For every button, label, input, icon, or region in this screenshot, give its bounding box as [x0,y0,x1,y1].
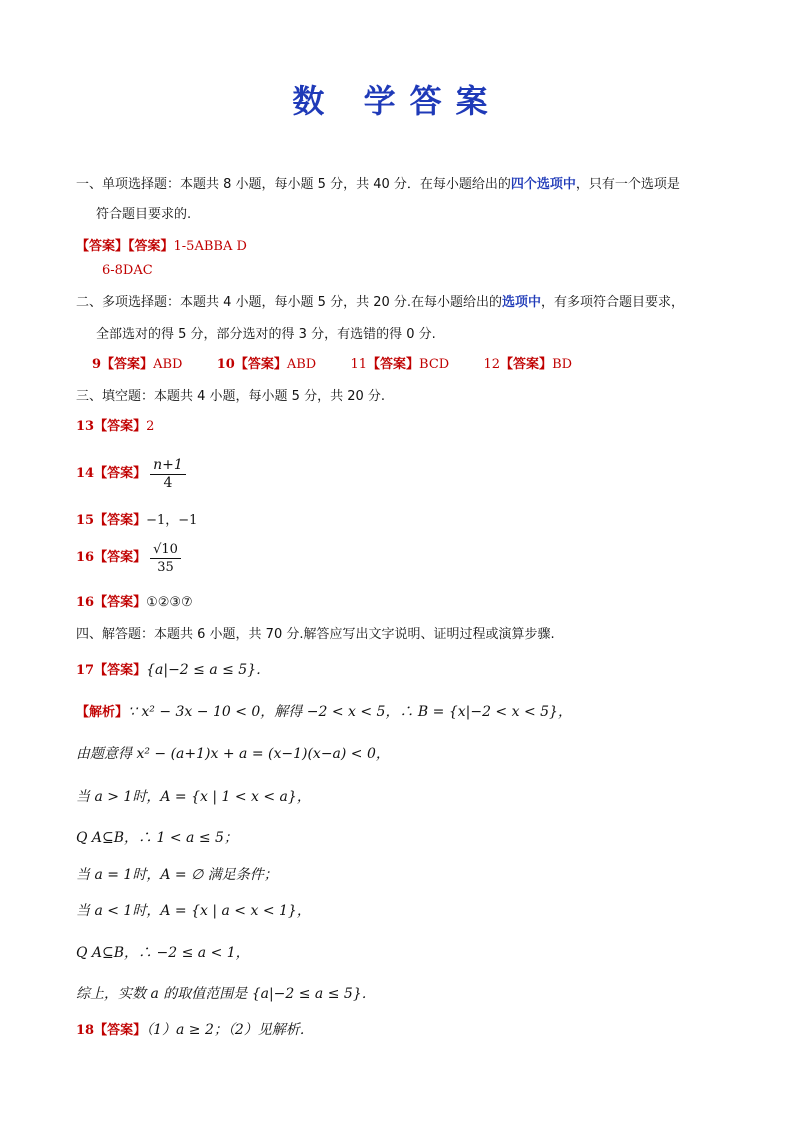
q17-answer: 17【答案】{a|−2 ≤ a ≤ 5}． [76,662,271,678]
section-2-heading [76,294,684,312]
section-1-heading [76,176,680,194]
q17-analysis-line-5: 当 a = 1时，A = ∅ 满足条件； [76,867,278,883]
section-2-heading-part-a: 二、多项选择题：本题共 4 小题，每小题 5 分，共 20 分.在每小题给出的 [76,295,503,310]
section-2-answers [92,356,572,374]
section-4-heading: 四、解答题：本题共 6 小题，共 70 分.解答应写出文字说明、证明过程或演算步骤. [76,627,555,642]
q17-analysis-line-6: 当 a < 1时，A = {x | a < x < 1}， [76,903,311,919]
q16-answer: 16【答案】 $\frac{√10}{35}$ [76,540,181,577]
fraction: $\frac{n+1}{4}$ [150,457,186,492]
page-title: 数 学答案 [292,82,502,120]
answer-10: 10【答案】ABD [216,357,317,372]
answer-12: 12【答案】BD [483,357,573,372]
section-2-heading-part-b: 选项中 [502,295,542,310]
q17-analysis-line-8: 综上，实数 a 的取值范围是 {a|−2 ≤ a ≤ 5}． [76,986,376,1002]
section-2-heading-part-c: ，有多项符合题目要求， [541,295,685,310]
answer-9: 9【答案】ABD [92,357,183,372]
q17-analysis-line-7: Q A⊆B，∴ −2 ≤ a < 1， [76,945,250,961]
q17-analysis-line-2: 由题意得 x² − (a+1)x + a = (x−1)(x−a) < 0， [76,746,390,762]
q15-answer: 15【答案】−1，−1 [76,513,198,528]
section-2-heading-cont: 全部选对的得 5 分，部分选对的得 3 分，有选错的得 0 分. [96,327,436,342]
section-1-heading-cont: 符合题目要求的. [96,207,192,222]
section-1-heading-part-a: 一、单项选择题：本题共 8 小题，每小题 5 分，共 40 分．在每小题给出的 [76,177,511,192]
section-3-heading: 三、填空题：本题共 4 小题，每小题 5 分，共 20 分. [76,389,386,404]
q17-analysis-line-3: 当 a > 1时，A = {x | 1 < x < a}， [76,789,311,805]
answer-11: 11【答案】BCD [350,357,450,372]
q13-answer: 13【答案】2 [76,419,155,434]
q16b-answer: 16【答案】①②③⑦ [76,595,193,610]
q17-analysis-line-4: Q A⊆B，∴ 1 < a ≤ 5； [76,830,238,846]
section-1-answer [76,238,247,256]
section-1-heading-part-b: 四个选项中 [510,177,576,192]
q17-analysis-line-1: 【解析】∵ x² − 3x − 10 < 0，解得 −2 < x < 5，∴ B = {x|−2 < x < 5}， [76,704,572,720]
answer-label: 【答案】【答案】 [76,239,174,254]
q18-answer: 18【答案】（1）a ≥ 2；（2）见解析． [76,1022,314,1038]
answer-value: 1-5ABBA D [173,239,247,254]
section-1-heading-part-c: ，只有一个选项是 [575,177,680,192]
fraction: $\frac{√10}{35}$ [150,541,181,576]
section-1-answer-2: 6-8DAC [102,263,153,278]
q14-answer: 14【答案】 $\frac{n+1}{4}$ [76,456,186,493]
